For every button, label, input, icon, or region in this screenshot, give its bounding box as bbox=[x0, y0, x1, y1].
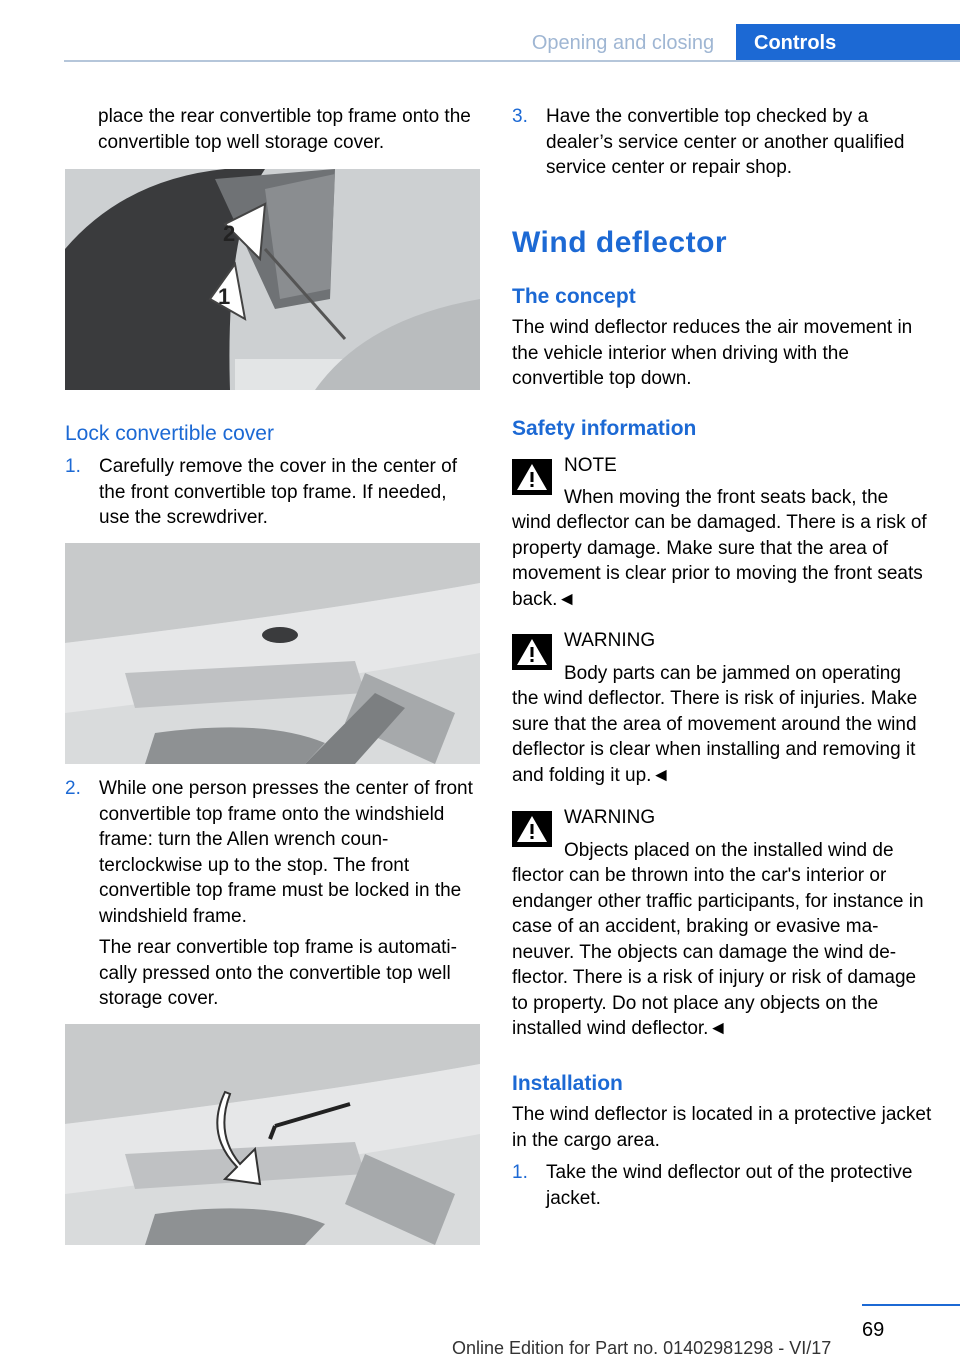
notice-text: wind deflector can be damaged. There is a risk of property damage. Make sure that the area of movement is clear prior to moving the front seats back.◄ bbox=[512, 512, 927, 610]
concept-heading: The concept bbox=[512, 285, 636, 308]
figure-top-frame-lift bbox=[65, 169, 480, 390]
installation-text: The wind deflector is located in a protective jacket in the cargo area. bbox=[512, 1104, 932, 1151]
intro-text: place the rear convertible top frame onto the convertible top well storage cover. bbox=[98, 106, 471, 153]
notice-text: flector can be thrown into the car's interior or endanger other traffic participants, for instance in case of an accident, braking or evasive maneuver. The objects can damage the wind deflector. There is a risk of injury or risk of damage to property. Do not place any objects on the installed wind deflector.◄ bbox=[512, 865, 924, 1039]
step-text-continued: The rear convertible top frame is automatically pressed onto the convertible top well storage cover. bbox=[99, 937, 457, 1009]
figure-cover-removal bbox=[65, 543, 480, 764]
installation-heading: Installation bbox=[512, 1072, 623, 1095]
notice-label: NOTE bbox=[564, 455, 617, 476]
notice-first-line: Body parts can be jammed on operating bbox=[564, 663, 901, 684]
header-rule bbox=[64, 60, 960, 62]
step-text: Have the convertible top checked by a dealer’s service center or another qualified service center or repair shop. bbox=[546, 106, 905, 178]
step-3 bbox=[512, 104, 932, 181]
warning-triangle-icon bbox=[512, 459, 552, 495]
notice-label: WARNING bbox=[564, 807, 656, 828]
warning-triangle-icon bbox=[512, 811, 552, 847]
figure-allen-wrench bbox=[65, 1024, 480, 1245]
step-1 bbox=[65, 454, 480, 531]
lock-heading: Lock convertible cover bbox=[65, 422, 274, 445]
step-text: Take the wind deflector out of the protective jacket. bbox=[546, 1162, 913, 1209]
page-number: 69 bbox=[862, 1319, 885, 1341]
step-number: 1. bbox=[65, 456, 81, 477]
fig1-label-2: 2 bbox=[223, 221, 236, 246]
step-number: 3. bbox=[512, 106, 528, 127]
header-section-title: Opening and closing bbox=[531, 32, 715, 54]
concept-text: The wind deflector reduces the air movement in the vehicle interior when driving with the convertible top down. bbox=[512, 317, 913, 389]
notice-first-line: When moving the front seats back, the bbox=[564, 487, 889, 508]
safety-heading: Safety information bbox=[512, 417, 697, 440]
step-number: 1. bbox=[512, 1162, 528, 1183]
footer-edition: Online Edition for Part no. 01402981298 - VI/17 bbox=[452, 1338, 832, 1358]
notice-first-line: Objects placed on the installed wind de bbox=[564, 840, 894, 861]
step-2 bbox=[65, 776, 480, 1012]
notice-label: WARNING bbox=[564, 630, 656, 651]
warning-triangle-icon bbox=[512, 634, 552, 670]
section-title: Wind deflector bbox=[512, 226, 728, 259]
step-number: 2. bbox=[65, 778, 81, 799]
install-step-1 bbox=[512, 1160, 932, 1211]
header-chapter-tab[interactable]: Controls bbox=[736, 24, 960, 62]
step-text: Carefully remove the cover in the center of the front convertible top frame. If needed, use the screwdriver. bbox=[99, 456, 458, 528]
footer-rule bbox=[862, 1304, 960, 1306]
notice-text: the wind deflector. There is risk of injuries. Make sure that the area of movement around the wind deflector is clear when installing and removing it and folding it up.◄ bbox=[512, 688, 918, 786]
fig1-label-1: 1 bbox=[218, 284, 231, 309]
step-text: While one person presses the center of front convertible top frame onto the windshield frame: turn the Allen wrench counterclockwise up to the stop. The front convertible top frame must be locked in the windshield frame. bbox=[99, 778, 473, 927]
